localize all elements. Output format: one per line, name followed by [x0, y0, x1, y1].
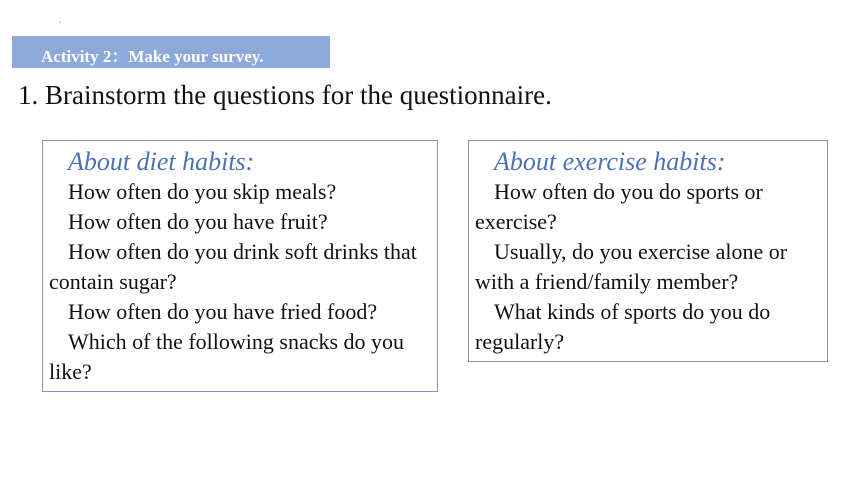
activity-banner [12, 36, 330, 68]
diet-habits-title: About diet habits: [68, 147, 255, 176]
diet-question: How often do you skip meals? [68, 179, 337, 204]
diet-question: How often do you have fried food? [68, 299, 378, 324]
diet-habits-box [42, 140, 438, 392]
exercise-habits-box [468, 140, 828, 362]
diet-question: Which of the following snacks do you like? [49, 329, 405, 384]
exercise-habits-title: About exercise habits: [494, 147, 726, 176]
dot-mark: . [59, 16, 61, 25]
exercise-question: What kinds of sports do you do regularly? [475, 299, 771, 354]
exercise-question: How often do you do sports or exercise? [475, 179, 763, 234]
diet-question: How often do you have fruit? [68, 209, 328, 234]
diet-question: How often do you drink soft drinks that contain sugar? [49, 239, 417, 294]
activity-label: Activity 2：Make your survey. [41, 47, 264, 66]
exercise-question: Usually, do you exercise alone or with a friend/family member? [475, 239, 788, 294]
instruction-heading: 1. Brainstorm the questions for the questionnaire. [18, 80, 552, 110]
